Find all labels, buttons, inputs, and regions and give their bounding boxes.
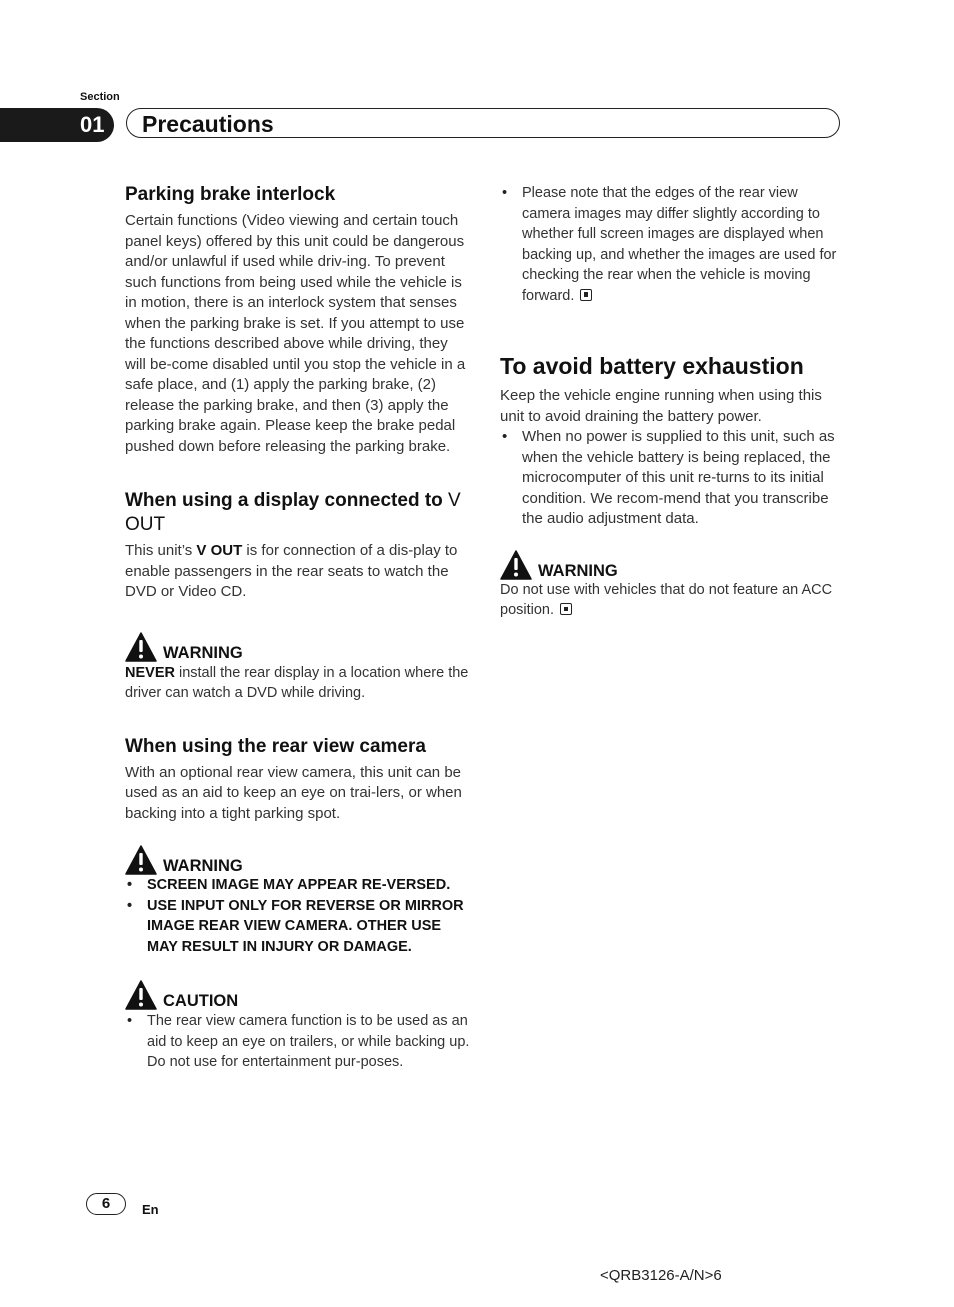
warning-triangle-icon (500, 550, 532, 580)
battery-list (500, 427, 845, 530)
document-code: <QRB3126-A/N>6 (600, 1267, 722, 1284)
display-heading-bold: When using a display connected to (125, 490, 443, 511)
language-label: En (142, 1202, 159, 1217)
display-body-bold: V OUT (196, 542, 243, 559)
display-body (125, 541, 470, 603)
camera-heading: When using the rear view camera (125, 735, 426, 757)
page-number: 6 (86, 1193, 126, 1215)
end-of-section-icon (560, 603, 572, 615)
end-of-section-icon (580, 289, 592, 301)
left-column (125, 183, 470, 1073)
camera-note-list (500, 183, 845, 306)
right-column (500, 183, 845, 621)
caution-label: CAUTION (163, 992, 239, 1010)
warning-label-3: WARNING (538, 561, 618, 580)
page-title: Precautions (142, 111, 274, 137)
camera-note-text: Please note that the edges of the rear view camera images may differ slightly according to whether full screen images are displayed when backing up, and whether the images are used for checking the rear when the vehicle is moving forward. (522, 185, 837, 304)
battery-heading: To avoid battery exhaustion (500, 353, 804, 379)
warning-label-2: WARNING (163, 857, 243, 875)
warning-header-1 (125, 628, 470, 662)
warning-1-bold: NEVER (125, 664, 175, 681)
display-body-pre: This unit’s (125, 542, 197, 559)
list-item: • USE INPUT ONLY FOR REVERSE OR MIRROR IMAGE REAR VIEW CAMERA. OTHER USE MAY RESULT IN INJURY OR DAMAGE. (125, 896, 470, 958)
parking-body: Certain functions (Video viewing and certain touch panel keys) offered by this unit could be dangerous and/or unlawful if used while driv-ing. To prevent such functions from being used while the vehicle is in motion, there is an interlock system that senses when the parking brake is set. If you attempt to use the functions described above while driving, they will be-come disabled until you stop the vehicle in a safe place, and (1) apply the parking brake, (2) release the parking brake, and then (3) apply the parking brake again. Please keep the brake pedal pushed down before releasing the parking brake. (125, 212, 466, 455)
list-item (500, 183, 845, 306)
warning-label-1: WARNING (163, 643, 243, 662)
display-heading (125, 489, 470, 537)
display-body-post: is for connection of a dis-play to enable passengers in the rear seats to watch the DVD or Video CD. (125, 542, 458, 600)
parking-heading: Parking brake interlock (125, 184, 336, 205)
section-number: 01 (0, 108, 114, 142)
camera-body: With an optional rear view camera, this unit can be used as an aid to keep an eye on trai-lers, or when backing into a tight parking spot. (125, 763, 462, 822)
warning-3-text (500, 580, 845, 621)
warning-1-rest: install the rear display in a location where the driver can watch a DVD while driving. (125, 664, 469, 701)
warning-2-list (125, 875, 470, 957)
list-item: • SCREEN IMAGE MAY APPEAR RE-VERSED. (125, 875, 470, 896)
warning-header-2 (125, 841, 470, 875)
warning-header-3 (500, 546, 845, 580)
list-item: • The rear view camera function is to be used as an aid to keep an eye on trailers, or while backing up. Do not use for entertainment pur-poses. (125, 1011, 470, 1073)
warning-1-text (125, 663, 470, 704)
warning-triangle-icon (125, 632, 157, 662)
section-label: Section (80, 91, 120, 103)
list-item: • When no power is supplied to this unit, such as when the vehicle battery is being replaced, the microcomputer of this unit re-turns to its initial condition. We recom-mend that you transcribe the audio adjustment data. (500, 427, 845, 530)
warning-triangle-icon (125, 845, 157, 875)
battery-body: Keep the vehicle engine running when using this unit to avoid draining the battery power. (500, 387, 822, 425)
caution-header (125, 976, 470, 1010)
display-heading-thin: V OUT (125, 490, 461, 535)
warning-triangle-icon (125, 980, 157, 1010)
caution-list (125, 1011, 470, 1073)
warning-3-body: Do not use with vehicles that do not feature an ACC position. (500, 581, 833, 618)
